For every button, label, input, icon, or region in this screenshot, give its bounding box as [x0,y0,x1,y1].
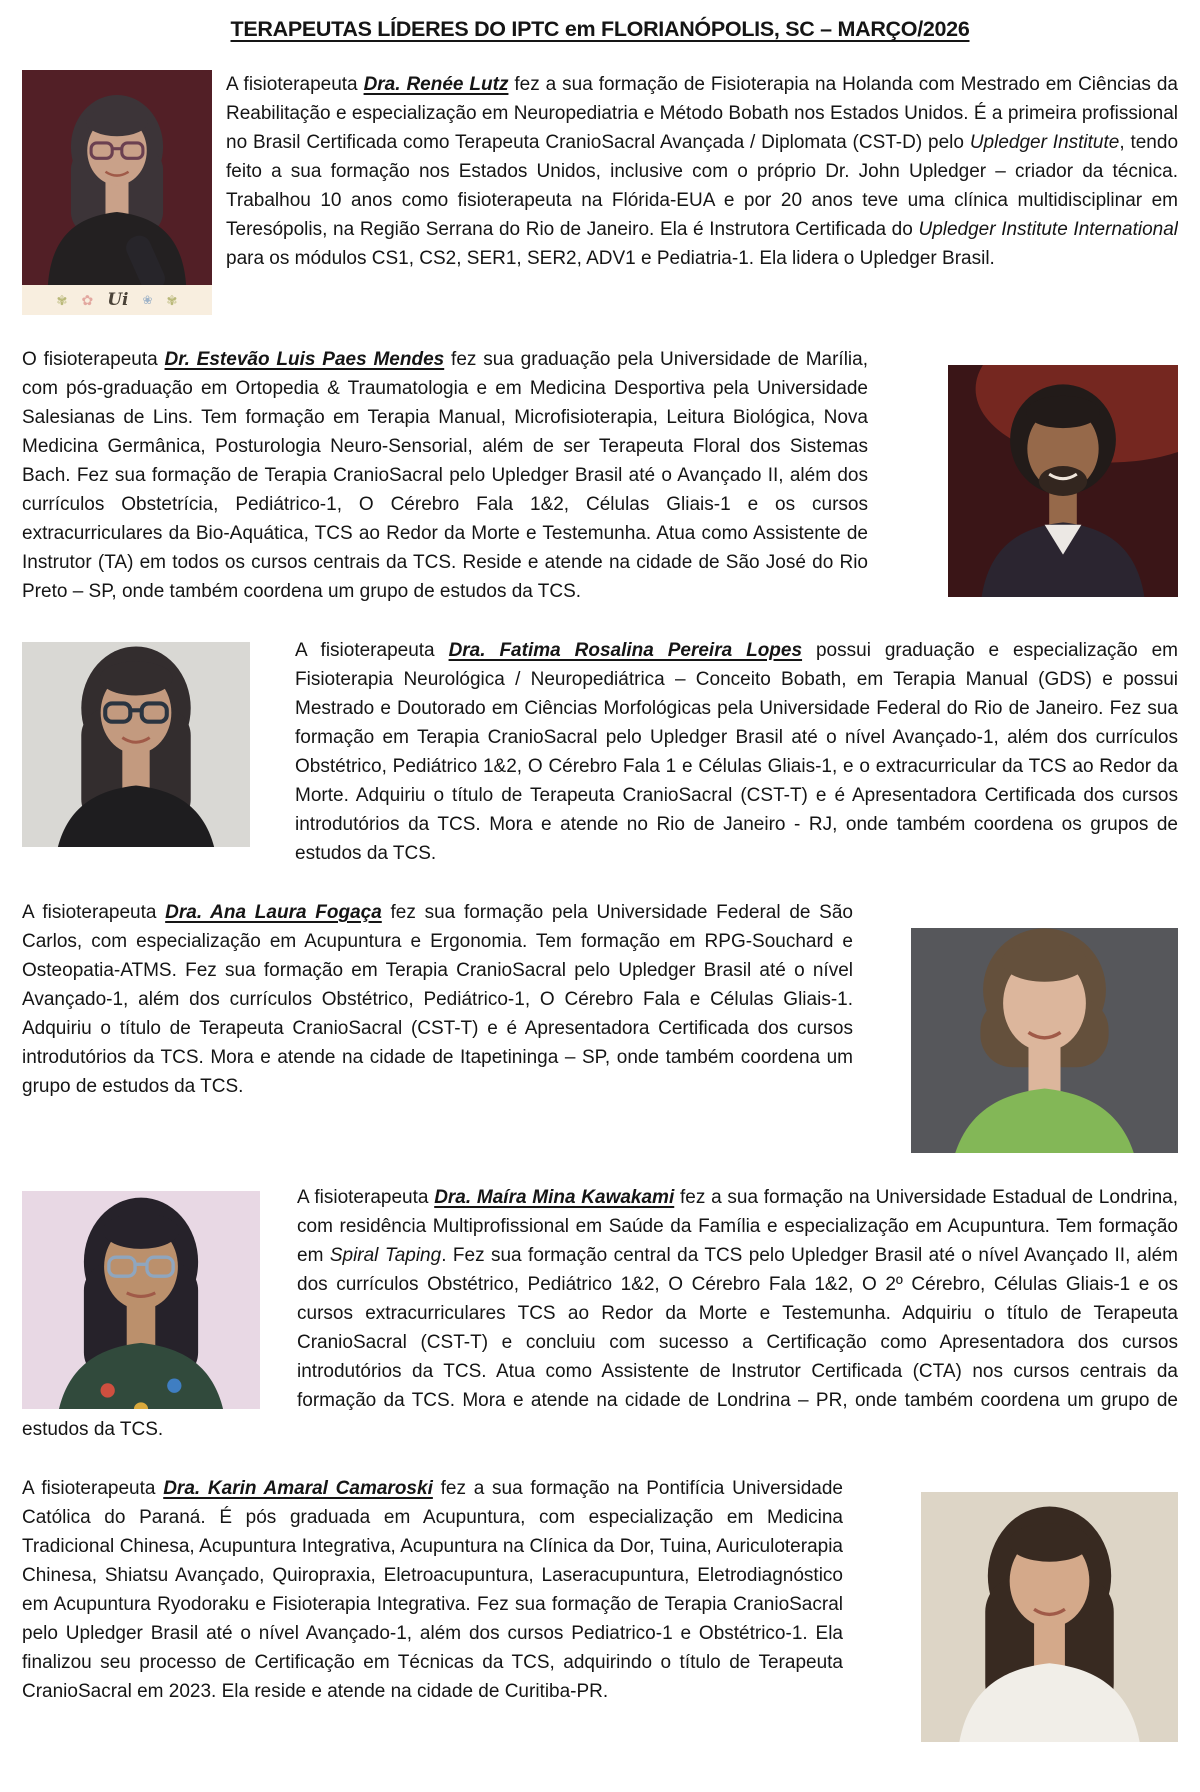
portrait-illustration [948,365,1178,597]
therapist-section-maira-kawakami [22,1183,1178,1444]
leaf-icon: ✾ [56,292,68,308]
bio-text-segment: A fisioterapeuta [295,640,449,661]
bio-text-segment: fez sua graduação pela Universidade de Marília, com pós-graduação em Ortopedia & Traumatologia e em Medicina Desportiva pela Universidade Salesianas de Lins. Tem formação em Terapia Manual, Microfisioterapia, Leitura Biológica, Nova Medicina Germânica, Posturologia Neuro-Sensorial, além de ser Terapeuta Floral dos Sistemas Bach. Fez sua formação de Terapia CranioSacral pelo Upledger Brasil até o Avançado II, além dos currículos Obstetrícia, Pediátrico-1, O Cérebro Fala 1&2, Células Gliais-1 e os cursos extracurriculares da Bio-Aquática, TCS ao Redor da Morte e Testemunha. Atua como Assistente de Instrutor (TA) em todos os cursos centrais da TCS. Reside e atende na cidade de São José do Rio Preto – SP, onde também coordena um grupo de estudos da TCS. [22,349,869,602]
page-title: TERAPEUTAS LÍDERES DO IPTC em FLORIANÓPOLIS, SC – MARÇO/2026 [230,17,970,41]
portrait-illustration [22,70,212,285]
portrait-illustration [22,1191,260,1409]
therapist-section-karin-camaroski [22,1474,1178,1742]
bio-text-segment: Upledger Institute [969,132,1120,153]
floral-top-dot [101,1383,115,1397]
therapist-section-estevao-mendes [22,345,1178,606]
portrait-illustration [22,642,250,847]
leaf-icon: ✾ [166,292,178,308]
bio-text-segment: O fisioterapeuta [22,349,165,370]
hair-fringe [1008,1523,1090,1562]
bio-text-segment: A fisioterapeuta [226,74,364,95]
bio-text-segment: fez a sua formação na Universidade Estadual de Londrina, com residência Multiprofissional em Saúde da Família e especialização em Acupuntura. Tem formação em [297,1187,1178,1266]
therapist-photo-renee-lutz [22,70,212,315]
upledger-script-logo: Ui [107,289,129,310]
therapist-photo-maira-kawakami [22,1191,260,1409]
flower-icon: ❀ [142,292,153,307]
bio-text-segment: , tendo feito a sua formação nos Estados Unidos, inclusive com o próprio Dr. John Upledger – criador da técnica. Trabalhou 10 anos como fisioterapeuta na Flórida-EUA e por 20 anos teve uma clínica multidisciplinar em Teresópolis, na Região Serrana do Rio de Janeiro. Ela é Instrutora Certificada do [226,132,1178,240]
therapist-section-ana-laura-fogaca [22,898,1178,1153]
bio-text-segment: A fisioterapeuta [22,902,166,923]
bio-text-segment: fez sua formação pela Universidade Federal de São Carlos, com especialização em Acupuntura e Ergonomia. Tem formação em RPG-Souchard e Osteopatia-ATMS. Fez sua formação em Terapia CranioSacral pelo Upledger Brasil até o nível Avançado-1, além dos currículos Obstétrico, Pediátrico-1, O Cérebro Fala e Células Gliais-1. Adquiriu o título de Terapeuta CranioSacral (CST-T) e é Apresentadora Certificada dos cursos introdutórios da TCS. Mora e atende na cidade de Itapetininga – SP, onde também coordena um grupo de estudos da TCS. [22,902,853,1097]
therapist-photo-estevao-mendes [948,365,1178,597]
bio-text-segment: fez a sua formação de Fisioterapia na Holanda com Mestrado em Ciências da Reabilitação e especialização em Neuropediatria e Método Bobath nos Estados Unidos. É a primeira profissional no Brasil Certificada como Terapeuta CranioSacral Avançada / Diplomata (CST-D) pelo [226,74,1178,153]
therapist-name: Dra. Fatima Rosalina Pereira Lopes [448,640,803,661]
therapist-name: Dr. Estevão Luis Paes Mendes [164,349,445,370]
therapist-photo-karin-camaroski [921,1492,1178,1742]
hair-fringe [103,1213,179,1249]
hair-fringe [1002,942,1087,982]
therapist-photo-fatima-lopes [22,642,250,847]
therapist-name: Dra. Renée Lutz [363,74,509,95]
beard [1039,466,1087,496]
portrait-illustration [911,928,1178,1153]
therapist-photo-ana-laura-fogaca [911,928,1178,1153]
portrait-illustration [921,1492,1178,1742]
therapist-section-renee-lutz [22,70,1178,315]
bio-text-segment: possui graduação e especialização em Fisioterapia Neurológica / Neuropediátrica – Conceito Bobath, em Terapia Manual (GDS) e possui Mestrado e Doutorado em Ciências Morfológicas pela Universidade Federal do Rio de Janeiro. Fez sua formação em Terapia CranioSacral pelo Upledger Brasil até o nível Avançado-1, além dos currículos Obstétrico, Pediátrico 1&2, O Cérebro Fala 1 e Células Gliais-1, e o extracurricular da TCS ao Redor da Morte. Adquiriu o título de Terapeuta CranioSacral (CST-T) e é Apresentadora Certificada dos cursos introdutórios da TCS. Mora e atende no Rio de Janeiro - RJ, onde também coordena os grupos de estudos da TCS. [295,640,1178,864]
bio-text-segment: para os módulos CS1, CS2, SER1, SER2, ADV1 e Pediatria-1. Ela lidera o Upledger Brasil. [226,248,995,269]
therapist-name: Dra. Karin Amaral Camaroski [163,1478,433,1499]
therapist-name: Dra. Maíra Mina Kawakami [434,1187,675,1208]
therapist-section-fatima-lopes [22,636,1178,868]
bio-text-segment: fez a sua formação na Pontifícia Universidade Católica do Paraná. É pós graduada em Acupuntura, com especialização em Medicina Tradicional Chinesa, Acupuntura Integrativa, Acupuntura na Clínica da Dor, Tuina, Auriculoterapia Chinesa, Shiatsu Avançado, Quiropraxia, Eletroacupuntura, Laseracupuntura, Eletrodiagnóstico em Acupuntura Ryodoraku e Fisioterapia Integrativa. Fez sua formação de Terapia CranioSacral pelo Upledger Brasil até o nível Avançado-1, além dos cursos Pediatrico-1 e Obstétrico-1. Ela finalizou seu processo de Certificação em Técnicas da TCS, adquirindo o título de Terapeuta CranioSacral em 2023. Ela reside e atende na cidade de Curitiba-PR. [22,1478,843,1702]
bio-text-segment: . Fez sua formação central da TCS pelo Upledger Brasil até o nível Avançado II, além dos currículos Obstétrico, Pediátrico 1&2, O Cérebro Fala 1&2, O 2º Cérebro, Células Gliais-1 e os cursos extracurriculares TCS ao Redor da Morte e Testemunha. Adquiriu o título de Terapeuta CranioSacral (CST-T) e concluiu com sucesso a Certificação como Apresentadora dos cursos introdutórios da TCS. Atua como Assistente de Instrutor Certificada (CTA) nos cursos centrais da formação da TCS. Mora e atende na cidade de Londrina – PR, onde também coordena um grupo de estudos da TCS. [22,1245,1178,1440]
hair-fringe [100,661,173,695]
therapist-name: Dra. Ana Laura Fogaça [165,902,382,923]
bio-text-segment: A fisioterapeuta [22,1478,164,1499]
floral-top-dot [167,1379,181,1393]
bio-text-segment: Upledger Institute International [918,219,1178,240]
flower-icon: ✿ [81,291,94,308]
bio-text-segment: Spiral Taping [329,1245,442,1266]
photo-floral-banner [22,285,212,315]
bio-text-segment: A fisioterapeuta [297,1187,435,1208]
hair-fringe [1026,396,1100,428]
hair-fringe [86,107,147,136]
